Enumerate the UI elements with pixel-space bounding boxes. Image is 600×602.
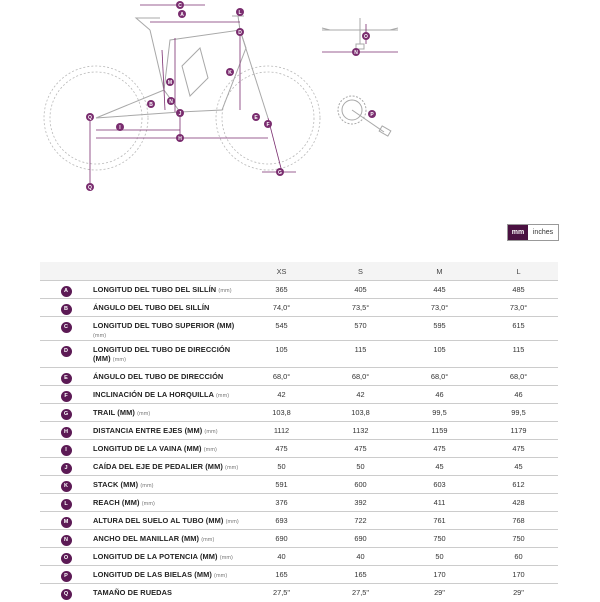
row-label: LONGITUD DE LAS BIELAS (MM)	[93, 570, 212, 579]
row-letter-badge: J	[61, 463, 72, 474]
row-value-s: 115	[321, 341, 400, 368]
row-value-l: 615	[479, 317, 558, 341]
row-value-xs: 591	[242, 476, 321, 494]
row-value-s: 475	[321, 440, 400, 458]
row-unit: (mm)	[225, 519, 239, 525]
svg-text:I: I	[119, 125, 121, 131]
row-value-xs: 50	[242, 458, 321, 476]
row-badge-cell	[40, 317, 92, 341]
header-size-s: S	[321, 262, 400, 281]
row-value-l: 73,0°	[479, 299, 558, 317]
row-value-m: 50	[400, 548, 479, 566]
geometry-table	[40, 262, 558, 602]
row-value-xs: 365	[242, 281, 321, 299]
bike-geometry-diagram	[0, 0, 600, 215]
row-letter-badge: Q	[61, 589, 72, 600]
svg-text:L: L	[238, 10, 242, 16]
header-size-l: L	[479, 262, 558, 281]
row-value-s: 40	[321, 548, 400, 566]
row-value-m: 46	[400, 386, 479, 404]
row-badge-cell	[40, 422, 92, 440]
row-value-l: 475	[479, 440, 558, 458]
row-value-m: 99,5	[400, 404, 479, 422]
svg-text:G: G	[278, 170, 282, 176]
row-value-m: 761	[400, 512, 479, 530]
svg-text:D: D	[238, 30, 242, 36]
row-value-s: 405	[321, 281, 400, 299]
row-value-xs: 42	[242, 386, 321, 404]
row-badge-cell	[40, 494, 92, 512]
row-label-cell	[92, 548, 242, 566]
row-label-cell	[92, 341, 242, 368]
row-letter-badge: G	[61, 409, 72, 420]
crankset-diagram	[338, 96, 391, 136]
row-value-l: 750	[479, 530, 558, 548]
row-label: STACK (MM)	[93, 480, 139, 489]
row-label: ÁNGULO DEL TUBO DE DIRECCIÓN	[93, 372, 224, 381]
row-label-cell	[92, 404, 242, 422]
row-value-s: 50	[321, 458, 400, 476]
row-label-cell	[92, 281, 242, 299]
unit-inches-button[interactable]: inches	[528, 225, 558, 240]
row-badge-cell	[40, 476, 92, 494]
row-value-s: 1132	[321, 422, 400, 440]
row-badge-cell	[40, 404, 92, 422]
row-value-m: 595	[400, 317, 479, 341]
row-label-cell	[92, 368, 242, 386]
table-row	[40, 566, 558, 584]
row-value-m: 73,0°	[400, 299, 479, 317]
row-unit: (mm)	[219, 555, 233, 561]
svg-text:K: K	[228, 70, 232, 76]
row-badge-cell	[40, 530, 92, 548]
row-label: ALTURA DEL SUELO AL TUBO (MM)	[93, 516, 224, 525]
row-badge-cell	[40, 341, 92, 368]
table-row	[40, 530, 558, 548]
table-body	[40, 281, 558, 602]
row-letter-badge: D	[61, 346, 72, 357]
row-value-l: 60	[479, 548, 558, 566]
row-value-m: 750	[400, 530, 479, 548]
row-value-s: 165	[321, 566, 400, 584]
row-badge-cell	[40, 281, 92, 299]
table-row	[40, 299, 558, 317]
row-value-s: 68,0°	[321, 368, 400, 386]
row-letter-badge: F	[61, 391, 72, 402]
row-value-s: 722	[321, 512, 400, 530]
row-unit: (mm)	[204, 429, 218, 435]
row-value-s: 570	[321, 317, 400, 341]
row-label-cell	[92, 317, 242, 341]
header-size-m: M	[400, 262, 479, 281]
row-label-cell	[92, 566, 242, 584]
row-letter-badge: A	[61, 286, 72, 297]
row-badge-cell	[40, 548, 92, 566]
table-row	[40, 422, 558, 440]
svg-text:N: N	[354, 50, 358, 56]
row-value-l: 29"	[479, 584, 558, 602]
row-badge-cell	[40, 299, 92, 317]
row-value-l: 1179	[479, 422, 558, 440]
row-label: ÁNGULO DEL TUBO DEL SILLÍN	[93, 303, 210, 312]
table-header-row	[40, 262, 558, 281]
handlebar-diagram	[322, 18, 398, 49]
row-label-cell	[92, 476, 242, 494]
row-value-l: 170	[479, 566, 558, 584]
row-label: LONGITUD DE LA VAINA (MM)	[93, 444, 202, 453]
svg-text:A: A	[180, 12, 184, 18]
row-value-xs: 68,0°	[242, 368, 321, 386]
row-value-m: 29"	[400, 584, 479, 602]
row-value-l: 115	[479, 341, 558, 368]
row-label-cell	[92, 530, 242, 548]
row-letter-badge: B	[61, 304, 72, 315]
svg-text:Q: Q	[88, 115, 92, 121]
table-row	[40, 341, 558, 368]
row-value-s: 42	[321, 386, 400, 404]
row-label: LONGITUD DE LA POTENCIA (MM)	[93, 552, 218, 561]
table-row	[40, 494, 558, 512]
row-label-cell	[92, 584, 242, 602]
row-value-l: 768	[479, 512, 558, 530]
row-value-m: 68,0°	[400, 368, 479, 386]
row-badge-cell	[40, 458, 92, 476]
row-value-s: 392	[321, 494, 400, 512]
row-value-l: 428	[479, 494, 558, 512]
row-label: LONGITUD DEL TUBO DE DIRECCIÓN (MM)	[93, 345, 231, 363]
row-badge-cell	[40, 512, 92, 530]
table-row	[40, 386, 558, 404]
row-value-xs: 105	[242, 341, 321, 368]
row-value-m: 445	[400, 281, 479, 299]
row-value-l: 46	[479, 386, 558, 404]
row-letter-badge: N	[61, 535, 72, 546]
table-row	[40, 584, 558, 602]
row-value-xs: 693	[242, 512, 321, 530]
table-row	[40, 317, 558, 341]
row-value-l: 45	[479, 458, 558, 476]
table-row	[40, 404, 558, 422]
row-label: INCLINACIÓN DE LA HORQUILLA	[93, 390, 214, 399]
row-label-cell	[92, 494, 242, 512]
row-value-xs: 690	[242, 530, 321, 548]
row-unit: (mm)	[112, 357, 127, 363]
row-value-s: 27,5"	[321, 584, 400, 602]
row-label: CAÍDA DEL EJE DE PEDALIER (MM)	[93, 462, 223, 471]
row-label: REACH (MM)	[93, 498, 140, 507]
row-value-m: 603	[400, 476, 479, 494]
table-row	[40, 458, 558, 476]
row-letter-badge: L	[61, 499, 72, 510]
row-value-xs: 103,8	[242, 404, 321, 422]
row-letter-badge: M	[61, 517, 72, 528]
row-value-xs: 475	[242, 440, 321, 458]
unit-mm-button[interactable]: mm	[508, 225, 528, 240]
svg-text:O: O	[364, 34, 368, 40]
row-label-cell	[92, 422, 242, 440]
row-value-xs: 27,5"	[242, 584, 321, 602]
row-label-cell	[92, 458, 242, 476]
svg-text:P: P	[370, 112, 374, 118]
row-value-s: 690	[321, 530, 400, 548]
row-badge-cell	[40, 440, 92, 458]
row-value-m: 105	[400, 341, 479, 368]
row-label: TRAIL (MM)	[93, 408, 135, 417]
row-label: LONGITUD DEL TUBO DEL SILLÍN	[93, 285, 217, 294]
svg-text:Q: Q	[88, 185, 92, 191]
row-letter-badge: P	[61, 571, 72, 582]
row-value-m: 475	[400, 440, 479, 458]
row-label-cell	[92, 386, 242, 404]
svg-text:B: B	[149, 102, 153, 108]
row-letter-badge: K	[61, 481, 72, 492]
row-badge-cell	[40, 368, 92, 386]
row-unit: (mm)	[93, 333, 107, 339]
row-value-l: 612	[479, 476, 558, 494]
table-row	[40, 512, 558, 530]
row-value-l: 68,0°	[479, 368, 558, 386]
row-value-s: 103,8	[321, 404, 400, 422]
header-label-column	[92, 262, 242, 281]
row-unit: (mm)	[203, 447, 217, 453]
row-label: TAMAÑO DE RUEDAS	[93, 588, 173, 597]
table-row	[40, 476, 558, 494]
row-value-xs: 376	[242, 494, 321, 512]
row-label: LONGITUD DEL TUBO SUPERIOR (MM)	[93, 321, 235, 330]
header-badge-column	[40, 262, 92, 281]
row-letter-badge: H	[61, 427, 72, 438]
row-letter-badge: E	[61, 373, 72, 384]
row-value-m: 170	[400, 566, 479, 584]
row-value-xs: 1112	[242, 422, 321, 440]
svg-text:M: M	[167, 80, 173, 86]
row-value-xs: 74,0°	[242, 299, 321, 317]
row-label: DISTANCIA ENTRE EJES (MM)	[93, 426, 203, 435]
svg-text:F: F	[266, 122, 270, 128]
svg-text:J: J	[178, 111, 182, 117]
row-value-xs: 165	[242, 566, 321, 584]
row-label-cell	[92, 512, 242, 530]
row-unit: (mm)	[215, 393, 230, 399]
row-badge-cell	[40, 566, 92, 584]
row-value-m: 45	[400, 458, 479, 476]
row-label: ANCHO DEL MANILLAR (MM)	[93, 534, 200, 543]
row-letter-badge: C	[61, 322, 72, 333]
row-unit: (mm)	[201, 537, 215, 543]
row-badge-cell	[40, 584, 92, 602]
row-value-l: 485	[479, 281, 558, 299]
row-value-m: 411	[400, 494, 479, 512]
header-size-xs: XS	[242, 262, 321, 281]
row-unit: (mm)	[225, 465, 239, 471]
row-label-cell	[92, 440, 242, 458]
row-value-s: 600	[321, 476, 400, 494]
row-value-xs: 40	[242, 548, 321, 566]
row-unit: (mm)	[214, 573, 228, 579]
row-value-m: 1159	[400, 422, 479, 440]
row-letter-badge: I	[61, 445, 72, 456]
row-badge-cell	[40, 386, 92, 404]
svg-text:N: N	[169, 99, 173, 105]
row-value-s: 73,5°	[321, 299, 400, 317]
svg-text:H: H	[178, 136, 182, 142]
table-row	[40, 548, 558, 566]
row-unit: (mm)	[218, 288, 232, 294]
svg-text:C: C	[178, 3, 182, 9]
row-unit: (mm)	[141, 501, 155, 507]
svg-text:E: E	[254, 115, 258, 121]
table-row	[40, 281, 558, 299]
unit-toggle[interactable]	[507, 224, 559, 241]
table-row	[40, 440, 558, 458]
row-value-xs: 545	[242, 317, 321, 341]
row-unit: (mm)	[140, 483, 154, 489]
row-label-cell	[92, 299, 242, 317]
row-unit: (mm)	[137, 411, 151, 417]
row-letter-badge: O	[61, 553, 72, 564]
row-value-l: 99,5	[479, 404, 558, 422]
table-row	[40, 368, 558, 386]
